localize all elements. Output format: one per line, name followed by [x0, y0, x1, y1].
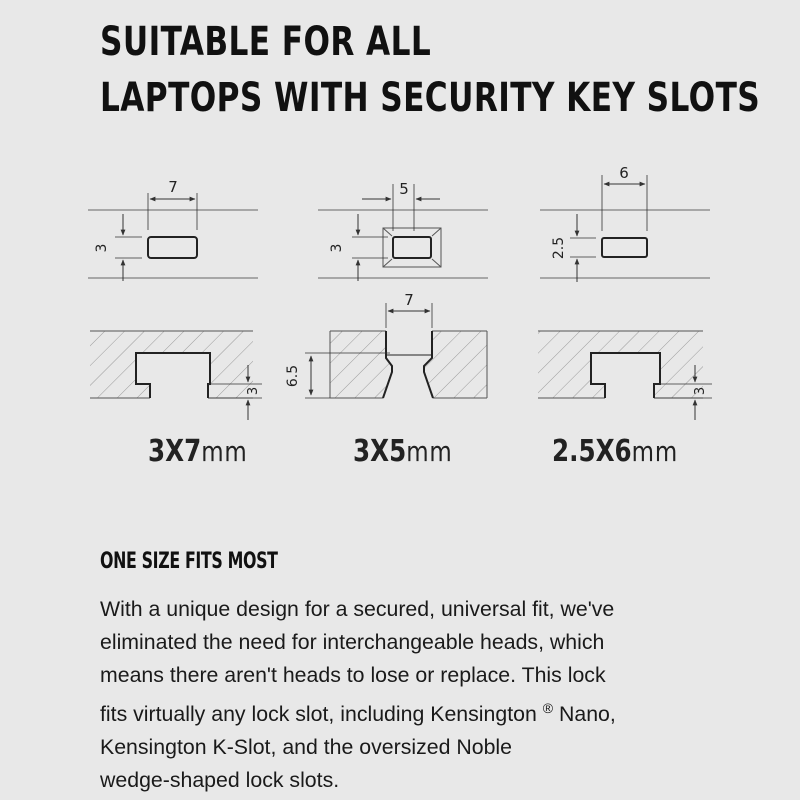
slot-3-size-number: 2.5X6 [552, 434, 632, 469]
slot-2-top-view [318, 180, 488, 281]
slot-3-height-label: 2.5 [551, 236, 567, 260]
slot-2-bottom-width-label: 7 [404, 291, 414, 309]
slot-2-cross-section [285, 291, 487, 398]
body-line-4 [100, 692, 790, 731]
headline [100, 14, 761, 126]
section-title: ONE SIZE FITS MOST [100, 549, 278, 574]
slot-3-size-unit: mm [631, 435, 679, 468]
slot-3-diagram [538, 164, 712, 420]
slot-3-cross-section [538, 331, 712, 420]
slot-2-height-label: 3 [329, 243, 345, 253]
body-line-4-text: fits virtually any lock slot, including Kensington [100, 702, 537, 726]
slot-1-size-label [148, 432, 248, 472]
section-body [100, 593, 790, 797]
slot-3-width-label: 6 [619, 164, 629, 182]
slot-dimension-diagram [0, 150, 800, 440]
body-line-1: With a unique design for a secured, universal fit, we've [100, 597, 615, 621]
headline-line-2: LAPTOPS WITH SECURITY KEY SLOTS [100, 75, 761, 121]
slot-2-diagram [285, 180, 488, 398]
slot-2-size-label [353, 432, 453, 472]
slot-1-size-number: 3X7 [148, 434, 202, 469]
headline-line-1: SUITABLE FOR ALL [100, 19, 432, 65]
slot-1-cross-section [90, 331, 262, 420]
slot-1-height-label: 3 [94, 243, 110, 253]
body-line-2: eliminated the need for interchangeable heads, which [100, 630, 605, 654]
body-line-6: wedge-shaped lock slots. [100, 768, 340, 792]
slot-3-top-view [540, 164, 710, 282]
slot-2-depth-label: 6.5 [285, 364, 301, 388]
slot-2-width-label: 5 [399, 180, 409, 198]
body-line-3: means there aren't heads to lose or replace. This lock [100, 663, 606, 687]
slot-1-depth-label: 3 [246, 386, 261, 396]
slot-2-size-unit: mm [406, 435, 453, 468]
slot-2-size-number: 3X5 [353, 434, 407, 469]
slot-1-size-unit: mm [201, 435, 248, 468]
body-line-4-suffix: Nano, [553, 702, 616, 726]
slot-1-diagram [88, 178, 262, 420]
body-line-5: Kensington K-Slot, and the oversized Noble [100, 735, 512, 759]
slot-1-top-view [88, 178, 258, 281]
registered-mark: ® [542, 700, 554, 716]
slot-3-depth-label: 3 [693, 386, 708, 396]
slot-1-width-label: 7 [168, 178, 178, 196]
slot-3-size-label [552, 432, 678, 472]
